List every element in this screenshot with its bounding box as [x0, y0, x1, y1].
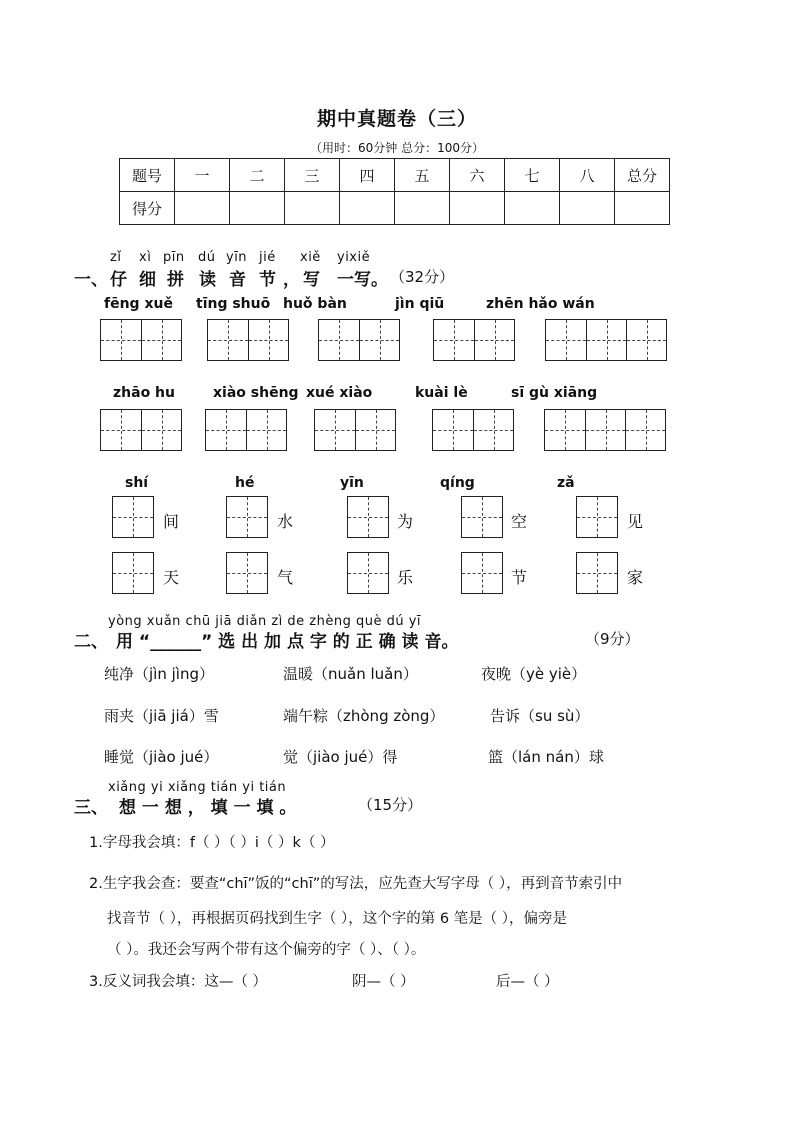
score-blank[interactable] — [285, 192, 340, 225]
writing-grid[interactable] — [576, 496, 618, 538]
section2-title-pinyin: yòng xuǎn chū jiā diǎn zì de zhèng què dú yī — [108, 614, 422, 629]
question-2-line-1: 2.生字我会查：要查“chī”饭的“chī”的写法，应先查大写字母（ ），再到音节索引中 — [89, 876, 623, 892]
writing-grid[interactable] — [100, 319, 182, 361]
word-char: 节 — [511, 568, 528, 587]
word-char: 为 — [397, 512, 414, 531]
section1-yixie: 一写。 — [337, 270, 388, 290]
word-char: 气 — [277, 568, 294, 587]
writing-grid[interactable] — [433, 319, 515, 361]
pinyin-label: huǒ bàn — [283, 296, 347, 312]
pinyin-label: jìn qiū — [395, 296, 445, 312]
question-1: 1.字母我会填：f（ ）（ ）i（ ）k（ ） — [89, 835, 335, 851]
section1-comma: ， — [283, 270, 300, 290]
writing-grid[interactable] — [432, 409, 514, 451]
writing-grid[interactable] — [226, 496, 268, 538]
score-cell: 三 — [285, 159, 340, 192]
score-cell: 一 — [175, 159, 230, 192]
score-table — [119, 158, 670, 225]
reading-item: 睡觉（jiào jué） — [104, 748, 219, 766]
score-cell: 题号 — [120, 159, 175, 192]
score-cell: 六 — [450, 159, 505, 192]
pinyin-label: xiào shēng — [213, 385, 299, 401]
pinyin-label: qíng — [440, 475, 475, 491]
page-title: 期中真题卷（三） — [316, 108, 477, 130]
section1-score: （32分） — [390, 268, 455, 286]
section2-title: 用 “______” 选 出 加 点 字 的 正 确 读 音。 — [116, 632, 459, 652]
score-cell: 总分 — [615, 159, 670, 192]
score-table-score-row — [120, 192, 670, 225]
pinyin-label: zhāo hu — [113, 385, 175, 401]
score-blank[interactable] — [560, 192, 615, 225]
pinyin-label: kuài lè — [415, 385, 468, 401]
pinyin-label: yīn — [340, 475, 364, 491]
score-cell: 二 — [230, 159, 285, 192]
score-blank[interactable] — [230, 192, 285, 225]
section1-write: 写 — [303, 270, 320, 290]
writing-grid[interactable] — [112, 552, 154, 594]
section1-char-5: 音 — [229, 270, 246, 290]
score-table-header-row — [120, 159, 670, 192]
reading-item: 纯净（jìn jìng） — [104, 665, 214, 683]
question-3-c: 后—（ ） — [496, 974, 559, 990]
reading-item: 觉（jiào jué）得 — [283, 748, 398, 766]
reading-item: 雨夹（jiā jiá）雪 — [104, 707, 219, 725]
section1-py-3: pīn — [163, 250, 185, 265]
writing-grid[interactable] — [461, 496, 503, 538]
score-cell: 五 — [395, 159, 450, 192]
section1-char-3: 拼 — [167, 270, 184, 290]
section1-char-1: 仔 — [110, 270, 127, 290]
section2-number: 二、 — [74, 632, 108, 652]
score-blank[interactable] — [615, 192, 670, 225]
score-blank[interactable] — [340, 192, 395, 225]
section1-yixie-py: yixiě — [337, 250, 371, 265]
writing-grid[interactable] — [314, 409, 396, 451]
word-char: 空 — [511, 512, 528, 531]
pinyin-label: zhēn hǎo wán — [486, 296, 595, 312]
pinyin-label: xué xiào — [306, 385, 373, 401]
section3-number: 三、 — [74, 798, 108, 818]
writing-grid[interactable] — [347, 496, 389, 538]
pinyin-label: hé — [235, 475, 255, 491]
pinyin-label: zǎ — [557, 475, 575, 491]
writing-grid[interactable] — [461, 552, 503, 594]
section1-char-6: 节 — [259, 270, 276, 290]
word-char: 见 — [627, 512, 644, 531]
question-2-line-2: 找音节（ ），再根据页码找到生字（ ），这个字的第 6 笔是（ ），偏旁是 — [107, 911, 568, 927]
question-3: 3.反义词我会填：这—（ ） — [89, 974, 267, 990]
score-cell: 八 — [560, 159, 615, 192]
section1-py-4: dú — [198, 250, 216, 265]
section1-char-2: 细 — [139, 270, 156, 290]
writing-grid[interactable] — [205, 409, 287, 451]
question-2-line-3: （ ）。我还会写两个带有这个偏旁的字（ ）、（ ）。 — [107, 942, 426, 958]
score-cell: 七 — [505, 159, 560, 192]
section3-title-pinyin: xiǎng yi xiǎng tián yi tián — [108, 780, 287, 795]
section1-py-2: xì — [139, 250, 152, 265]
word-char: 水 — [277, 512, 294, 531]
writing-grid[interactable] — [347, 552, 389, 594]
section1-py-5: yīn — [226, 250, 248, 265]
exam-info: （用时：60分钟 总分：100分） — [310, 141, 484, 155]
writing-grid[interactable] — [576, 552, 618, 594]
question-3-b: 阴—（ ） — [352, 974, 415, 990]
pinyin-label: shí — [125, 475, 149, 491]
reading-item: 篮（lán nán）球 — [488, 748, 604, 766]
section1-py-1: zǐ — [110, 250, 122, 265]
reading-item: 告诉（su sù） — [490, 707, 590, 725]
score-label: 得分 — [120, 192, 175, 225]
writing-grid[interactable] — [544, 409, 666, 451]
pinyin-label: sī gù xiāng — [511, 385, 598, 401]
section1-number: 一、 — [74, 270, 108, 290]
word-char: 家 — [627, 568, 644, 587]
writing-grid[interactable] — [226, 552, 268, 594]
pinyin-label: fēng xuě — [104, 296, 173, 312]
score-blank[interactable] — [450, 192, 505, 225]
word-char: 天 — [163, 568, 180, 587]
section2-score: （9分） — [585, 630, 640, 648]
reading-item: 温暖（nuǎn luǎn） — [283, 665, 418, 683]
writing-grid[interactable] — [207, 319, 289, 361]
score-blank[interactable] — [395, 192, 450, 225]
writing-grid[interactable] — [100, 409, 182, 451]
score-cell: 四 — [340, 159, 395, 192]
writing-grid[interactable] — [112, 496, 154, 538]
score-blank[interactable] — [175, 192, 230, 225]
section1-py-6: jié — [259, 250, 276, 265]
writing-grid[interactable] — [545, 319, 667, 361]
section1-char-4: 读 — [199, 270, 216, 290]
score-blank[interactable] — [505, 192, 560, 225]
word-char: 间 — [163, 512, 180, 531]
section3-score: （15分） — [358, 796, 423, 814]
reading-item: 端午粽（zhòng zòng） — [283, 707, 445, 725]
section1-write-py: xiě — [300, 250, 321, 265]
pinyin-label: tīng shuō — [196, 296, 271, 312]
word-char: 乐 — [397, 568, 414, 587]
writing-grid[interactable] — [318, 319, 400, 361]
section3-title: 想 一 想 ， 填 一 填 。 — [119, 798, 297, 818]
reading-item: 夜晚（yè yiè） — [481, 665, 587, 683]
